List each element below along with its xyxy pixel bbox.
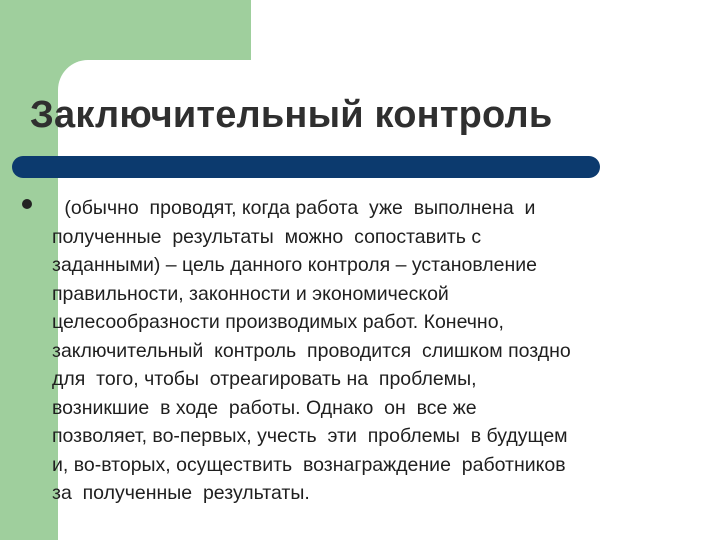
text-line: возникшие в ходе работы. Однако он все же — [52, 396, 477, 419]
text-line: целесообразности производимых работ. Конечно, — [52, 311, 504, 333]
text-line: позволяет, во-первых, учесть эти проблемы в будущем — [52, 425, 568, 447]
text-line: и, во-вторых, осуществить вознаграждение работников — [52, 453, 566, 476]
bullet-icon — [22, 199, 32, 209]
slide-title: Заключительный контроль — [30, 94, 553, 136]
title-underline-bar — [12, 156, 600, 178]
text-line: правильности, законности и экономической — [52, 282, 449, 305]
text-line: заданными) – цель данного контроля – установление — [52, 254, 537, 276]
text-line: для того, чтобы отреагировать на проблемы, — [52, 368, 477, 390]
text-line: за полученные результаты. — [52, 482, 310, 504]
text-line: заключительный контроль проводится слишком поздно — [52, 339, 571, 362]
text-line: (обычно проводят, когда работа уже выполнена и — [59, 197, 536, 219]
bullet-text — [52, 194, 702, 508]
text-line: полученные результаты можно сопоставить с — [52, 225, 482, 248]
